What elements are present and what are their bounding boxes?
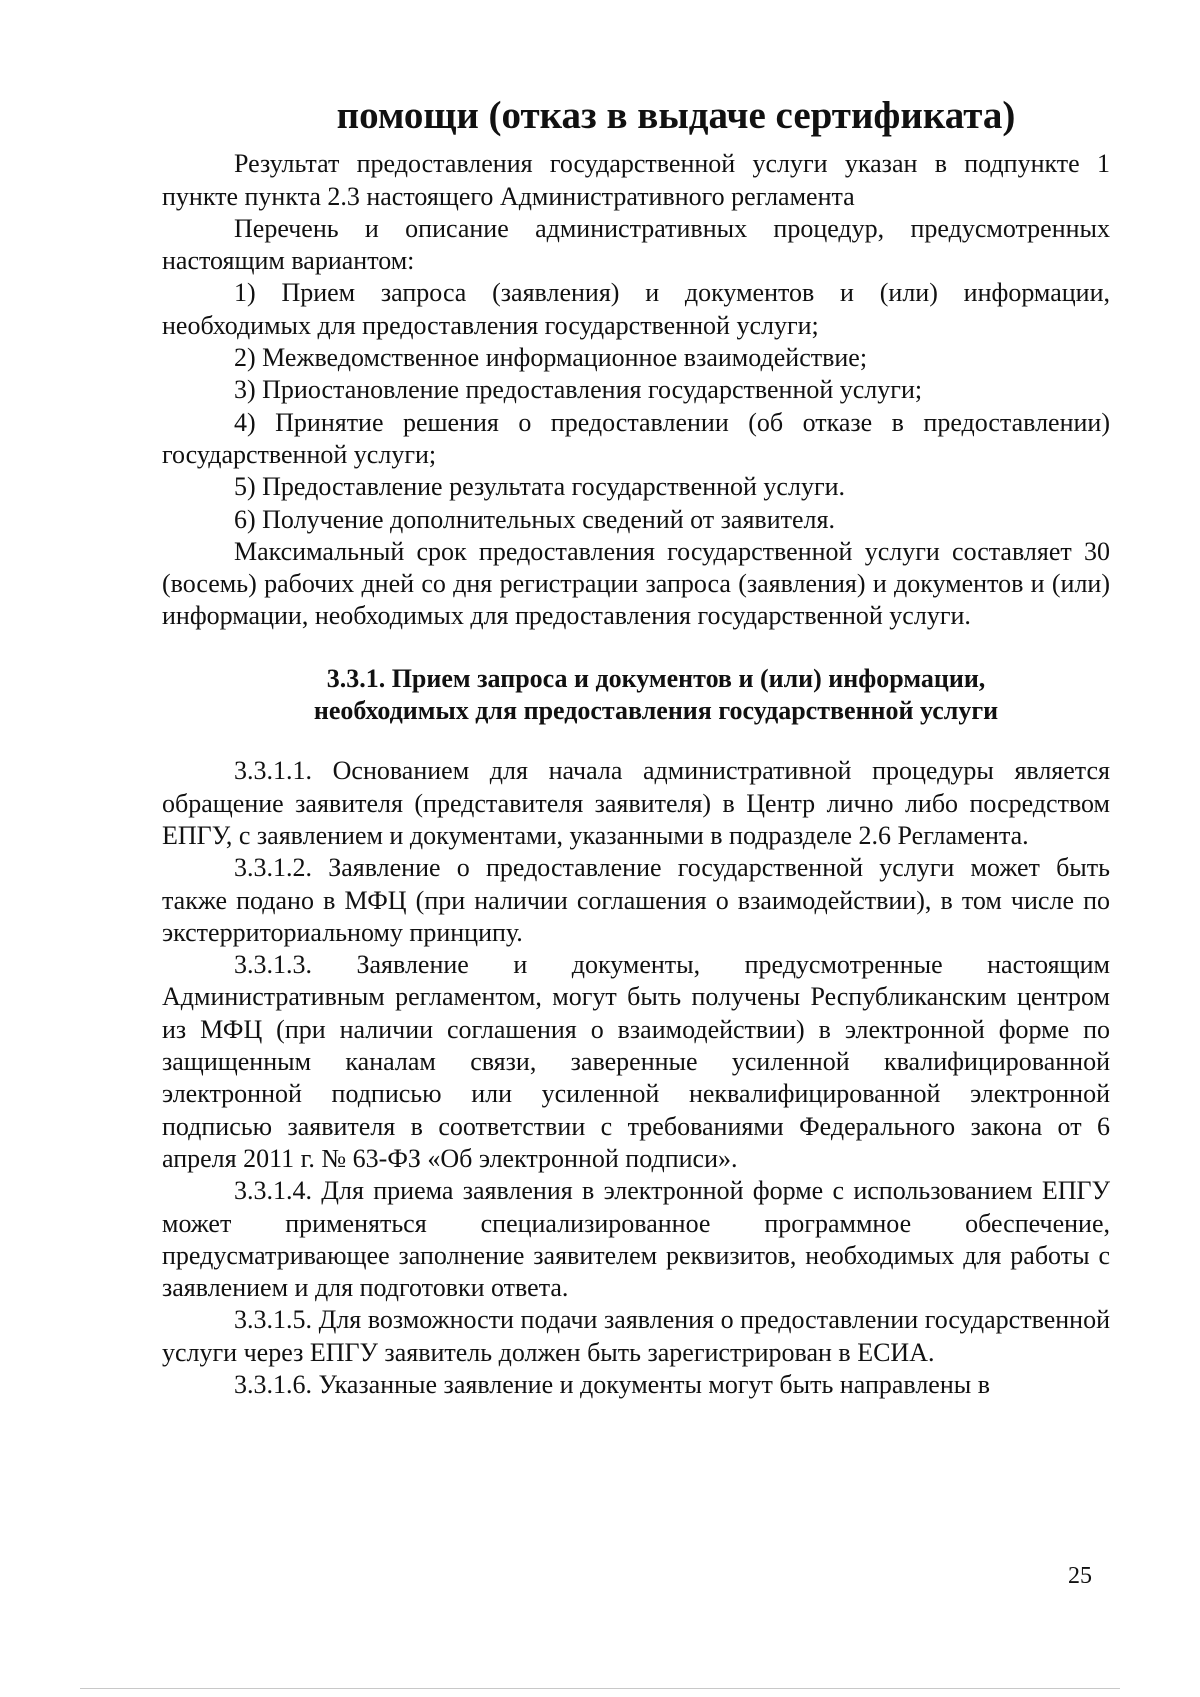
paragraph-max-term: Максимальный срок предоставления государственной услуги составляет 30 (восемь) рабочих дней со дня регистрации запроса (заявления) и документов и (или) информации, необходимых для предоставления государственной услуги. xyxy=(162,536,1110,631)
list-item-4: 4) Принятие решения о предоставлении (об отказе в предоставлении) государственной услуги; xyxy=(162,407,1110,469)
clause-3-3-1-1: 3.3.1.1. Основанием для начала административной процедуры является обращение заявителя (представителя заявителя) в Центр лично либо посредством ЕПГУ, с заявлением и документами, указанными в подразделе 2.6 Регламента. xyxy=(162,756,1110,850)
clause-3-3-1-3: 3.3.1.3. Заявление и документы, предусмотренные настоящим Административным регламентом, могут быть получены Республиканским центром из МФЦ (при наличии соглашения о взаимодействии) в электронной форме по защищенным каналам связи, заверенные усиленной квалифицированной электронной подписью или усиленной неквалифицированной электронной подписью заявителя в соответствии с требованиями Федерального закона от 6 апреля 2011 г. № 63-ФЗ «Об электронной подписи». xyxy=(162,950,1110,1173)
section-heading-line-1: 3.3.1. Прием запроса и документов и (или) информации, xyxy=(326,663,986,693)
section-body xyxy=(162,755,1110,1401)
clause-3-3-1-6: 3.3.1.6. Указанные заявление и документы могут быть направлены в xyxy=(234,1369,991,1399)
list-item-1: 1) Прием запроса (заявления) и документов и (или) информации, необходимых для предоставления государственной услуги; xyxy=(162,278,1110,340)
intro-block xyxy=(162,148,1110,632)
clause-3-3-1-4: 3.3.1.4. Для приема заявления в электронной форме с использованием ЕПГУ может применяться специализированное программное обеспечение, предусматривающее заполнение заявителем реквизитов, необходимых для работы с заявлением и для подготовки ответа. xyxy=(162,1176,1110,1303)
list-item-3: 3) Приостановление предоставления государственной услуги; xyxy=(234,375,923,405)
paragraph-procedures-list-intro: Перечень и описание административных процедур, предусмотренных настоящим вариантом: xyxy=(162,213,1110,276)
list-item-2: 2) Межведомственное информационное взаимодействие; xyxy=(234,343,868,373)
clause-3-3-1-5: 3.3.1.5. Для возможности подачи заявления о предоставлении государственной услуги через ЕПГУ заявитель должен быть зарегистрирован в ЕСИА. xyxy=(162,1305,1110,1367)
continued-heading: помощи (отказ в выдаче сертификата) xyxy=(336,94,1016,137)
page-number: 25 xyxy=(1068,1563,1092,1589)
clause-3-3-1-2: 3.3.1.2. Заявление о предоставление государственной услуги может быть также подано в МФЦ (при наличии соглашения о взаимодействии), в том числе по экстерриториальному принципу. xyxy=(162,853,1110,947)
list-item-5: 5) Предоставление результата государственной услуги. xyxy=(234,472,846,502)
section-heading-line-2: необходимых для предоставления государственной услуги xyxy=(313,696,999,726)
paragraph-result: Результат предоставления государственной услуги указан в подпункте 1 пункте пункта 2.3 настоящего Административного регламента xyxy=(162,149,1110,211)
scan-edge-line xyxy=(80,1688,1120,1689)
list-item-6: 6) Получение дополнительных сведений от заявителя. xyxy=(234,504,835,534)
page-content xyxy=(162,94,1110,1401)
section-heading xyxy=(162,663,1110,728)
